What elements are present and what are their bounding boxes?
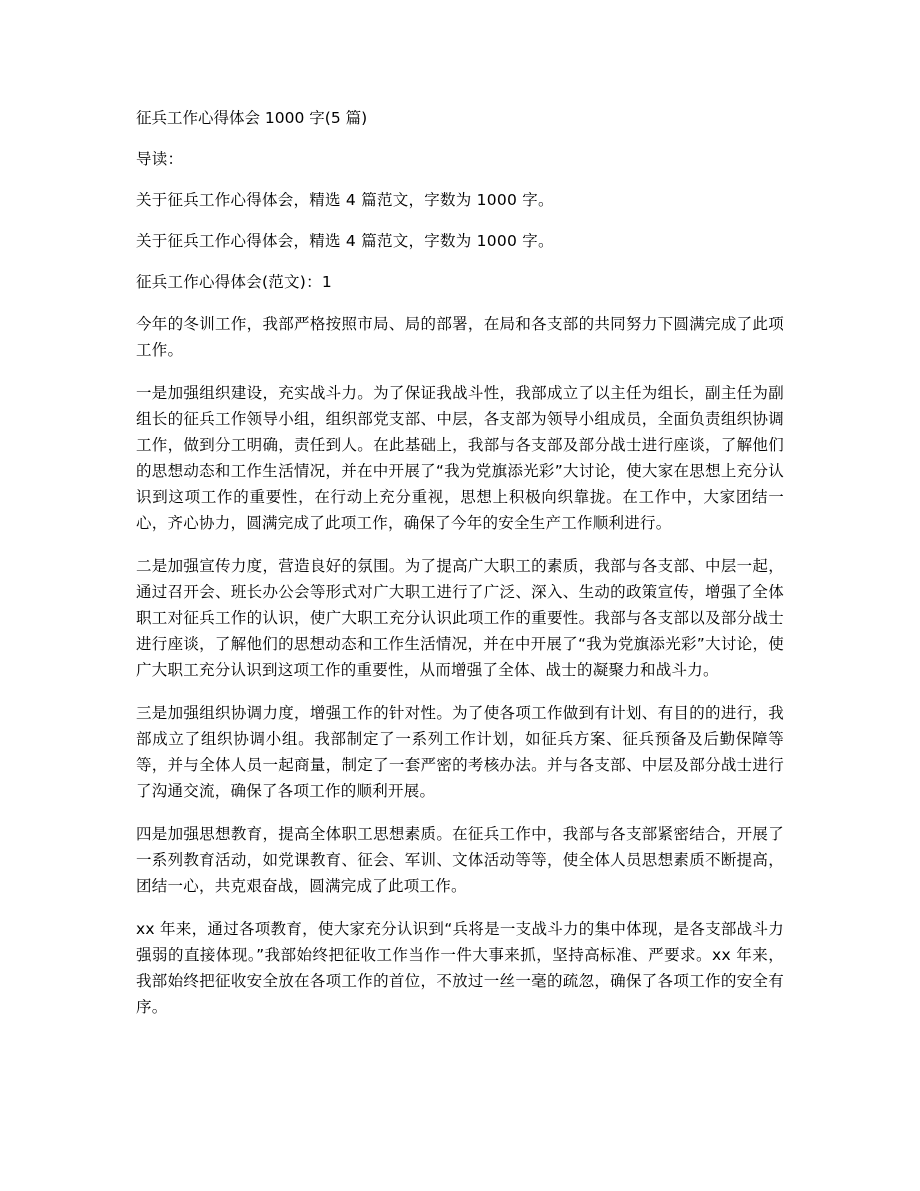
section-heading: 征兵工作心得体会(范文)：1 xyxy=(136,273,332,291)
paragraph-intro: 今年的冬训工作，我部严格按照市局、局的部署，在局和各支部的共同努力下圆满完成了此项工作。 xyxy=(136,315,784,359)
intro-label: 导读： xyxy=(136,150,184,168)
paragraph-coordination: 三是加强组织协调力度，增强工作的针对性。为了使各项工作做到有计划、有目的的进行，我部成立了组织协调小组。我部制定了一系列工作计划，如征兵方案、征兵预备及后勤保障等等，并与全体人员一起商量，制定了一套严密的考核办法。并与各支部、中层及部分战士进行了沟通交流，确保了各项工作的顺利开展。 xyxy=(136,704,784,800)
document-title: 征兵工作心得体会 1000 字(5 篇) xyxy=(136,109,368,127)
paragraph-organization: 一是加强组织建设，充实战斗力。为了保证我战斗性，我部成立了以主任为组长，副主任为副组长的征兵工作领导小组，组织部党支部、中层，各支部为领导小组成员，全面负责组织协调工作，做到分工明确，责任到人。在此基础上，我部与各支部及部分战士进行座谈，了解他们的思想动态和工作生活情况，并在中开展了“我为党旗添光彩”大讨论，使大家在思想上充分认识到这项工作的重要性，在行动上充分重视，思想上积极向织靠拢。在工作中，大家团结一心，齐心协力，圆满完成了此项工作，确保了今年的安全生产工作顺利进行。 xyxy=(136,384,784,532)
paragraph-summary: xx 年来，通过各项教育，使大家充分认识到“兵将是一支战斗力的集中体现，是各支部战斗力强弱的直接体现。”我部始终把征收工作当作一件大事来抓，坚持高标准、严要求。xx 年来，我部始终把征收安全放在各项工作的首位，不放过一丝一毫的疏忽，确保了各项工作的安全有序。 xyxy=(136,920,784,1016)
paragraph-publicity: 二是加强宣传力度，营造良好的氛围。为了提高广大职工的素质，我部与各支部、中层一起，通过召开会、班长办公会等形式对广大职工进行了广泛、深入、生动的政策宣传，增强了全体职工对征兵工作的认识，使广大职工充分认识此项工作的重要性。我部与各支部以及部分战士进行座谈，了解他们的思想动态和工作生活情况，并在中开展了“我为党旗添光彩”大讨论，使广大职工充分认识到这项工作的重要性，从而增强了全体、战士的凝聚力和战斗力。 xyxy=(136,557,784,679)
document-body xyxy=(136,106,784,1037)
paragraph-education: 四是加强思想教育，提高全体职工思想素质。在征兵工作中，我部与各支部紧密结合，开展了一系列教育活动，如党课教育、征会、军训、文体活动等等，使全体人员思想素质不断提高，团结一心，共克艰奋战，圆满完成了此项工作。 xyxy=(136,825,784,895)
summary-line-1: 关于征兵工作心得体会，精选 4 篇范文，字数为 1000 字。 xyxy=(136,191,554,209)
summary-line-2: 关于征兵工作心得体会，精选 4 篇范文，字数为 1000 字。 xyxy=(136,232,554,250)
